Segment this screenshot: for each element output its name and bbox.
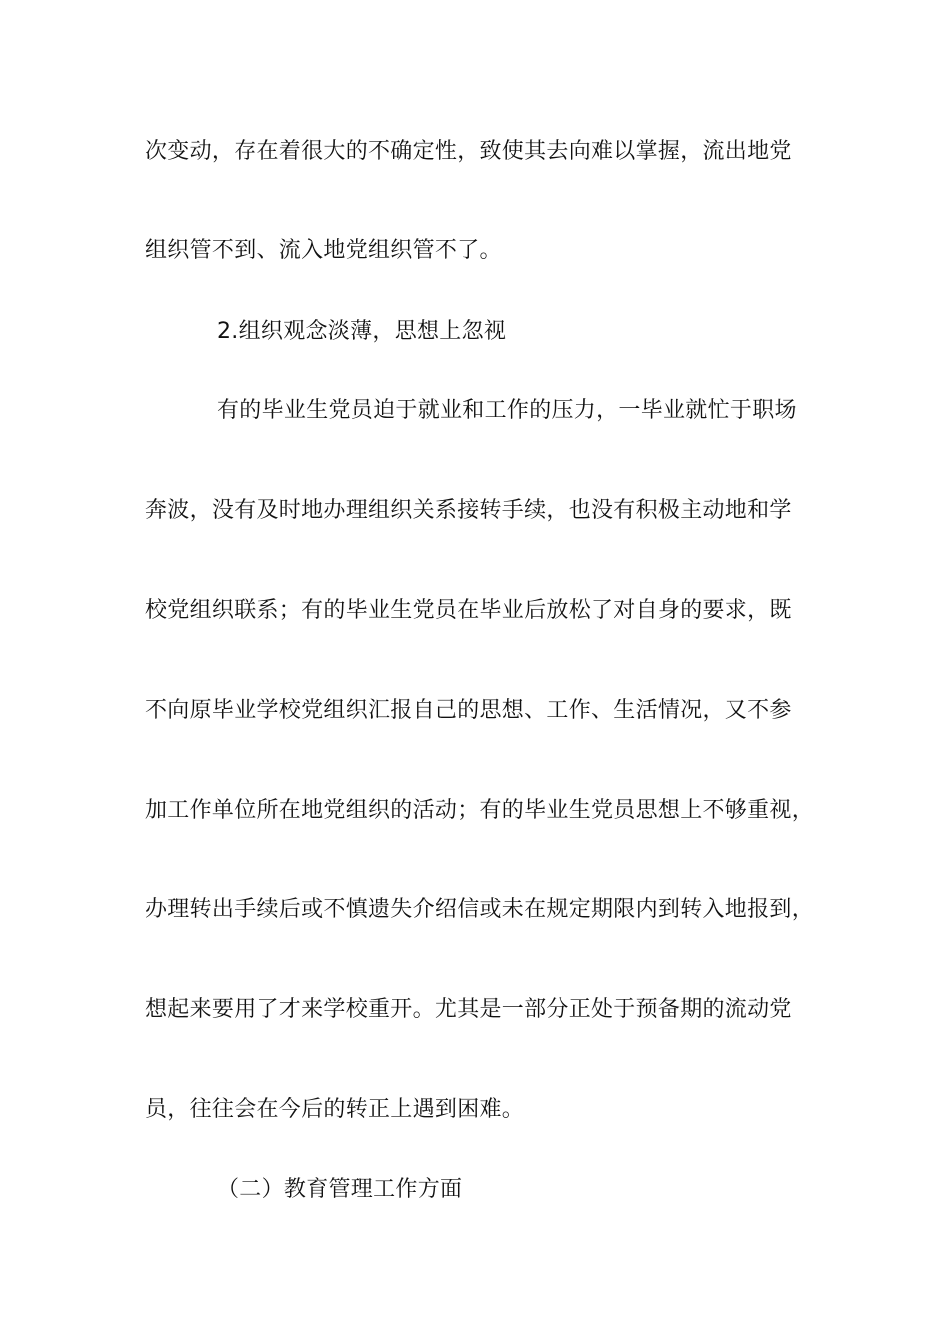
section-heading: （二）教育管理工作方面 <box>217 1177 463 1202</box>
paragraph-line: 办理转出手续后或不慎遗失介绍信或未在规定期限内到转入地报到， <box>145 897 815 922</box>
paragraph-line: 员，往往会在今后的转正上遇到困难。 <box>145 1097 525 1122</box>
paragraph-line: 奔波，没有及时地办理组织关系接转手续，也没有积极主动地和学 <box>145 498 792 523</box>
section-heading: 2.组织观念淡薄，思想上忽视 <box>217 319 507 344</box>
paragraph-line: 加工作单位所在地党组织的活动；有的毕业生党员思想上不够重视， <box>145 798 815 823</box>
paragraph-line: 有的毕业生党员迫于就业和工作的压力，一毕业就忙于职场 <box>217 398 797 423</box>
paragraph-line: 次变动，存在着很大的不确定性，致使其去向难以掌握，流出地党 <box>145 139 792 164</box>
paragraph-line: 不向原毕业学校党组织汇报自己的思想、工作、生活情况，又不参 <box>145 698 792 723</box>
paragraph-line: 组织管不到、流入地党组织管不了。 <box>145 238 502 263</box>
paragraph-line: 校党组织联系；有的毕业生党员在毕业后放松了对自身的要求，既 <box>145 598 792 623</box>
paragraph-line: 想起来要用了才来学校重开。尤其是一部分正处于预备期的流动党 <box>145 997 792 1022</box>
